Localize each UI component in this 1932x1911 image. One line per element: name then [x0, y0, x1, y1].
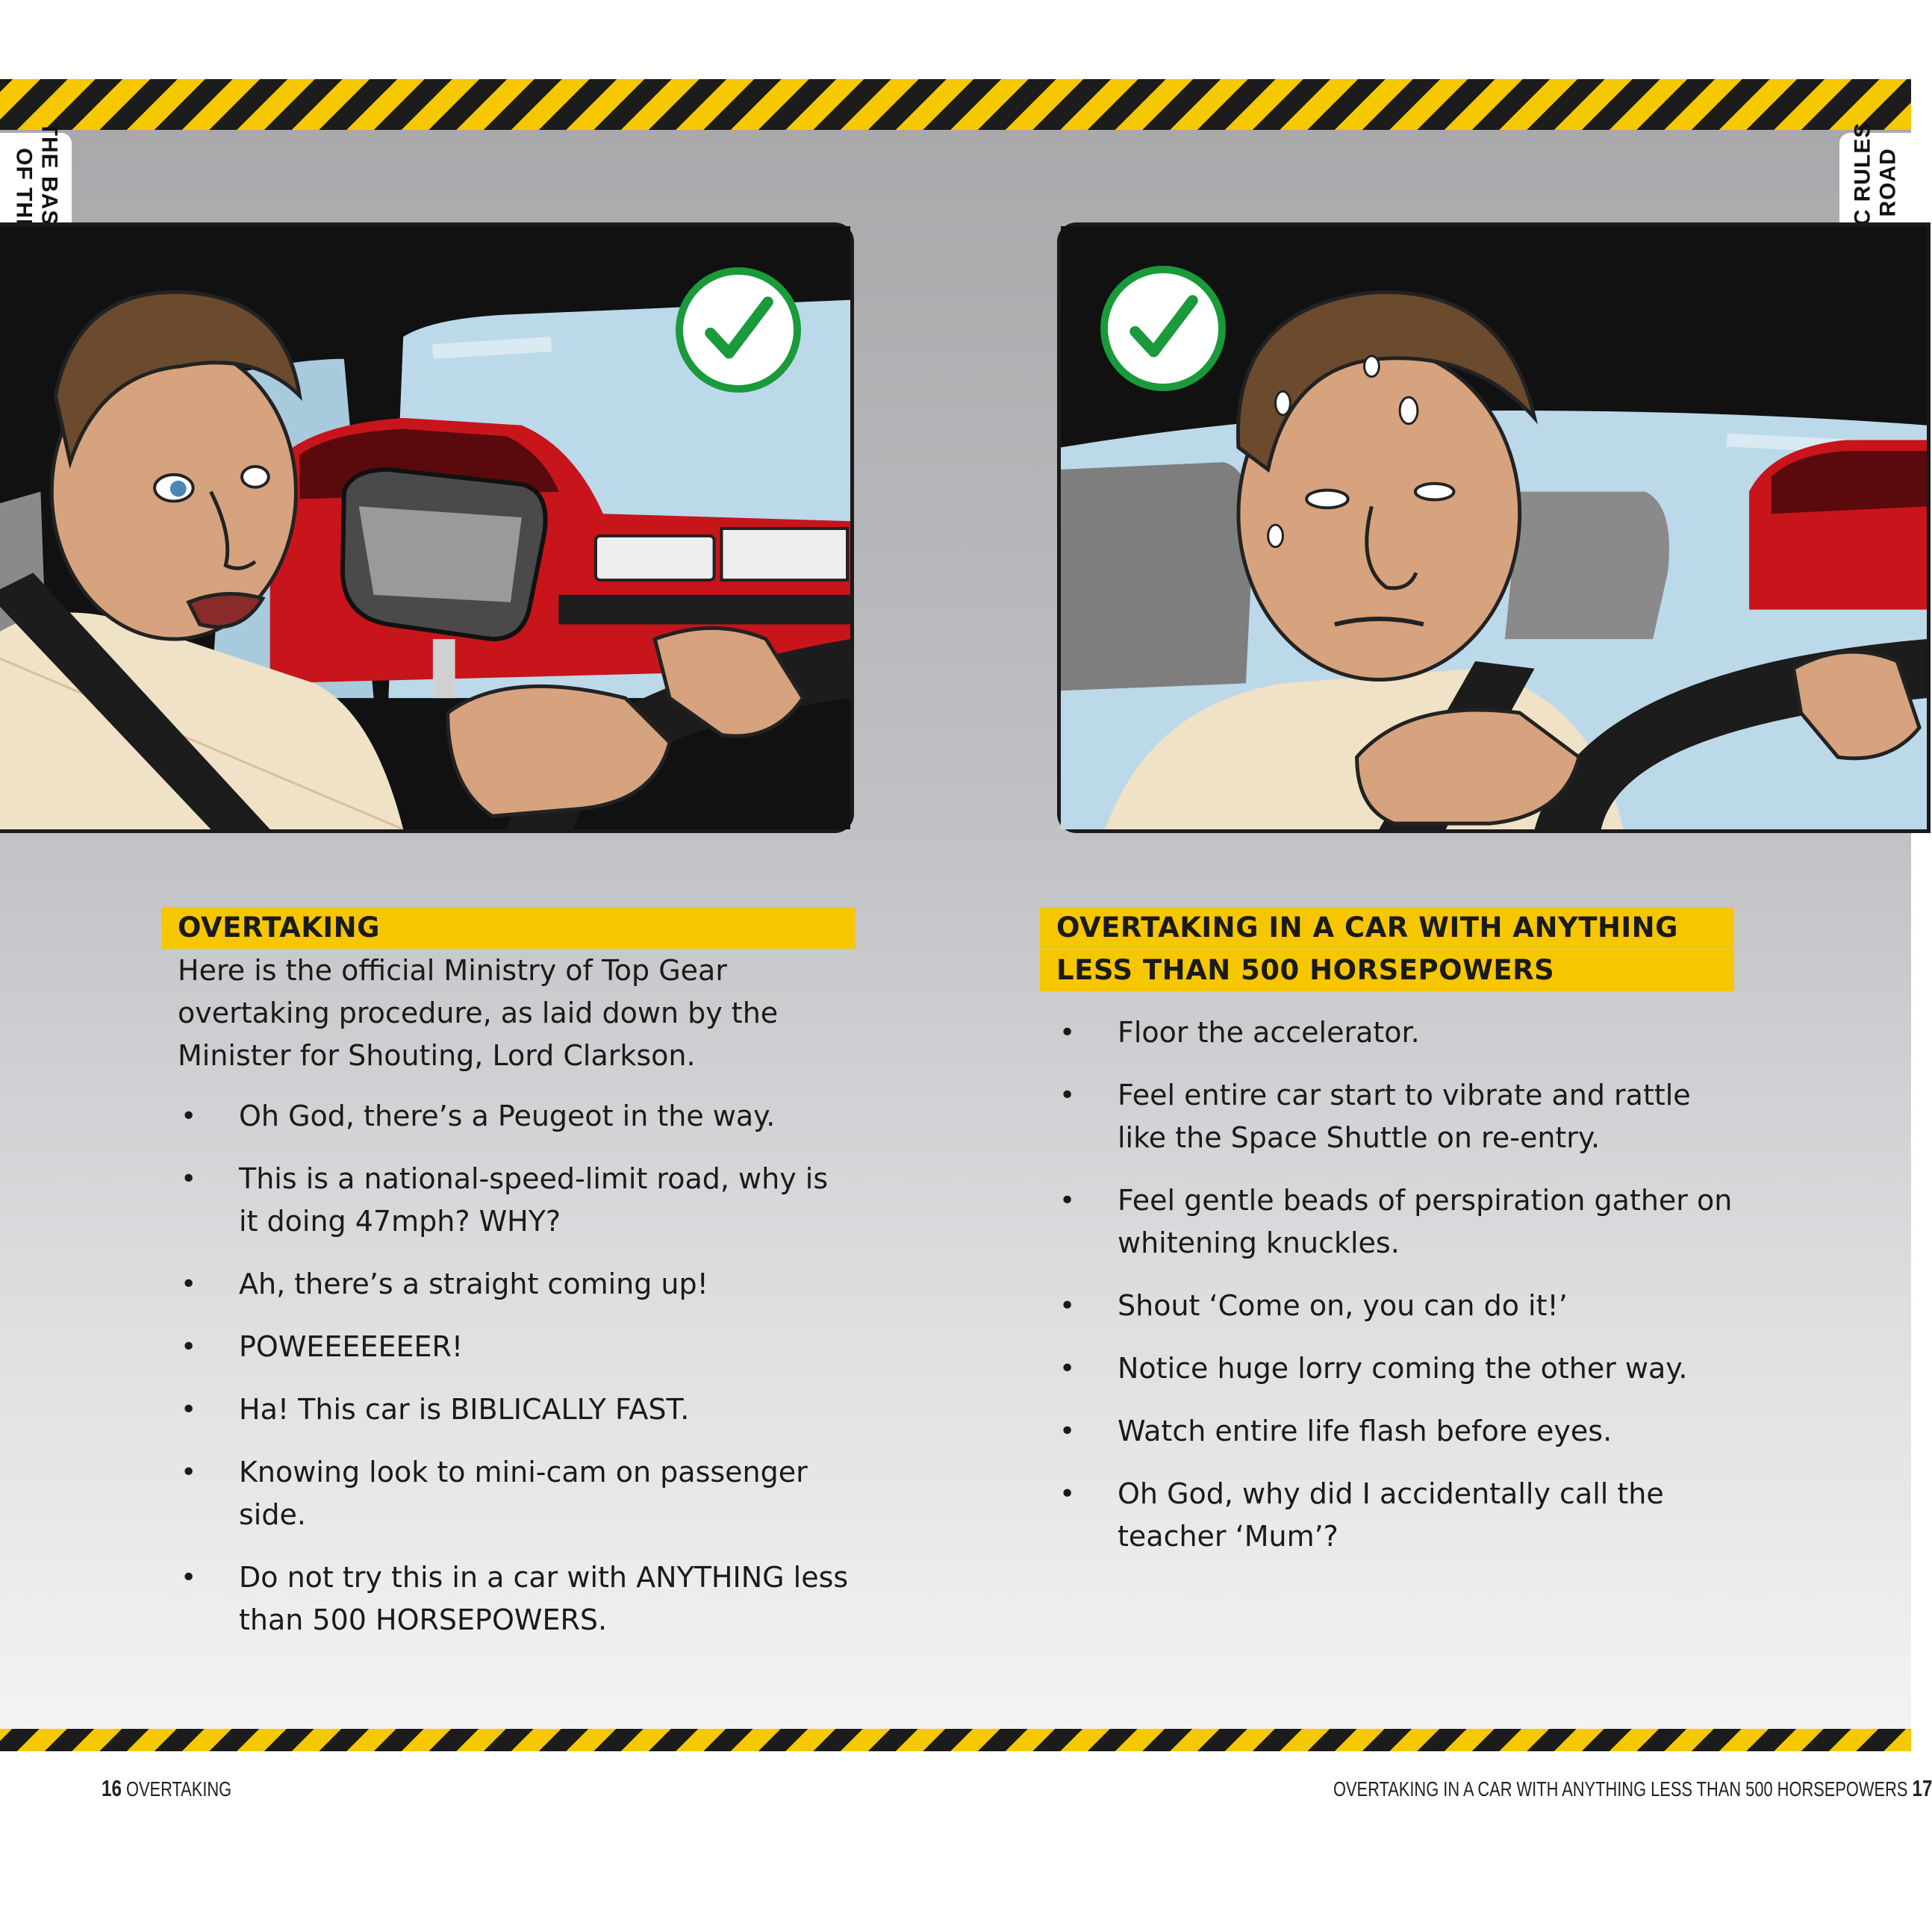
folio-right: [1333, 1775, 1932, 1802]
list-item: • Shout ‘Come on, you can do it!’: [1056, 1285, 1743, 1327]
bullet-icon: •: [181, 1562, 197, 1593]
section-heading-overtaking: OVERTAKING: [161, 907, 856, 949]
running-title: OVERTAKING IN A CAR WITH ANYTHING LESS THAN 500 HORSEPOWERS: [1333, 1777, 1908, 1801]
list-item: • Oh God, why did I accidentally call the teacher ‘Mum’?: [1056, 1473, 1743, 1558]
running-title: OVERTAKING: [125, 1777, 232, 1801]
list-item: • POWEEEEEEER!: [178, 1326, 850, 1368]
bullet-icon: •: [181, 1457, 197, 1488]
bullet-icon: •: [1059, 1353, 1076, 1384]
bullet-icon: •: [181, 1332, 197, 1362]
list-item: • Floor the accelerator.: [1056, 1011, 1743, 1054]
bullet-icon: •: [1059, 1416, 1076, 1447]
list-item: • Ha! This car is BIBLICALLY FAST.: [178, 1388, 850, 1431]
bullet-icon: •: [1059, 1080, 1076, 1111]
hazard-stripe-bottom: [0, 1729, 1911, 1751]
list-item: • Notice huge lorry coming the other way.: [1056, 1347, 1743, 1390]
bullet-icon: •: [181, 1164, 197, 1194]
list-item: • Watch entire life flash before eyes.: [1056, 1410, 1743, 1453]
bullet-icon: •: [1059, 1185, 1076, 1216]
folio-left: [102, 1775, 231, 1802]
bullet-list-left: [178, 1095, 850, 1662]
bullet-list-right: [1056, 1011, 1743, 1578]
bullet-icon: •: [181, 1101, 197, 1132]
bullet-icon: •: [1059, 1017, 1076, 1048]
bullet-icon: •: [1059, 1291, 1076, 1321]
check-icon: [1100, 266, 1226, 391]
page-number: 17: [1912, 1775, 1932, 1801]
list-item: • Feel gentle beads of perspiration gather on whitening knuckles.: [1056, 1179, 1743, 1265]
list-item: • Feel entire car start to vibrate and rattle like the Space Shuttle on re-entry.: [1056, 1074, 1743, 1159]
list-item: • Oh God, there’s a Peugeot in the way.: [178, 1095, 850, 1138]
hazard-stripe-top: [0, 79, 1911, 130]
bullet-icon: •: [181, 1269, 197, 1300]
section-heading-line2: LESS THAN 500 HORSEPOWERS: [1040, 950, 1734, 991]
list-item: • This is a national-speed-limit road, why is it doing 47mph? WHY?: [178, 1158, 850, 1243]
bullet-icon: •: [181, 1394, 197, 1425]
list-item: • Do not try this in a car with ANYTHING less than 500 HORSEPOWERS.: [178, 1556, 850, 1642]
check-icon: [676, 267, 801, 393]
intro-paragraph: Here is the official Ministry of Top Gear overtaking procedure, as laid down by the Minister for Shouting, Lord Clarkson.: [178, 954, 779, 1072]
list-item: • Knowing look to mini-cam on passenger side.: [178, 1451, 850, 1536]
section-heading-line1: OVERTAKING IN A CAR WITH ANYTHING: [1040, 907, 1734, 949]
bullet-icon: •: [1059, 1479, 1076, 1509]
list-item: • Ah, there’s a straight coming up!: [178, 1263, 850, 1306]
page-number: 16: [102, 1775, 122, 1801]
